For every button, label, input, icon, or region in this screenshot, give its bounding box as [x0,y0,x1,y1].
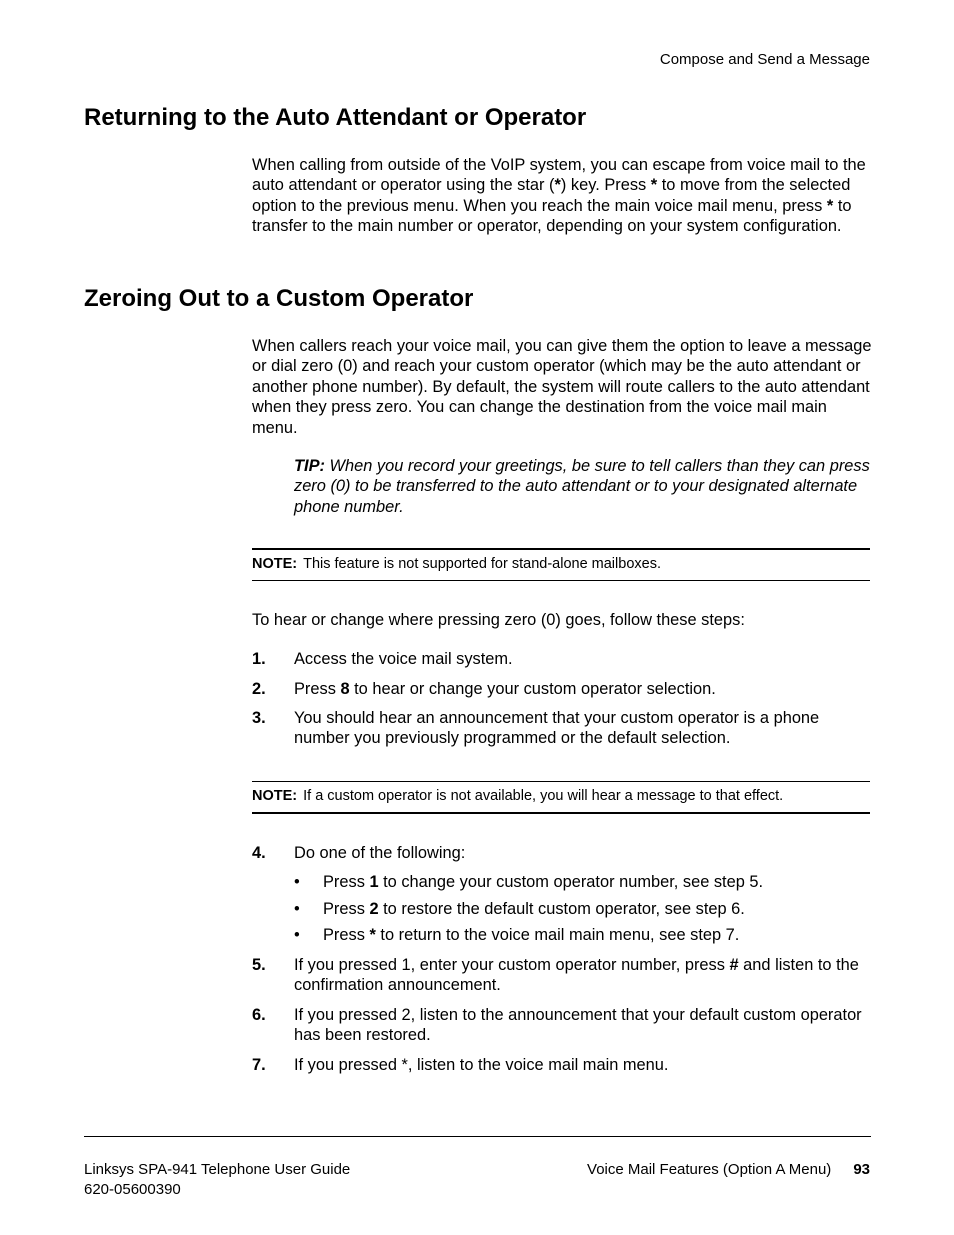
auto-attendant-paragraph: When calling from outside of the VoIP system, you can escape from voice mail to the auto attendant or operator using the star (*) key. Press * to move from the selected option to the previous menu. When you reach the main voice mail menu, press * to transfer to the main number or operator, depending on your system configuration. [252,156,866,236]
step-number: 1. [252,650,266,668]
tip-label: TIP: [294,457,325,475]
section-heading-custom-operator: Zeroing Out to a Custom Operator [84,285,474,312]
bullet-text: Press 2 to restore the default custom operator, see step 6. [323,900,745,918]
note-label: NOTE: [252,556,298,572]
custom-operator-paragraph: When callers reach your voice mail, you can give them the option to leave a message or dial zero (0) and reach your custom operator (which may be the auto attendant or another phone number). By default, the system will route callers to the auto attendant when they press zero. You can change the destination from the voice mail main menu. [252,337,872,437]
step-text: Access the voice mail system. [294,650,513,668]
step-number: 7. [252,1056,266,1074]
bullet-icon: • [294,873,300,891]
step-text: If you pressed *, listen to the voice mail main menu. [294,1056,669,1074]
step-number: 4. [252,844,266,862]
note-label: NOTE: [252,788,298,804]
step-number: 2. [252,680,266,698]
step-number: 6. [252,1006,266,1024]
page-number: 93 [853,1161,870,1178]
bullet-text: Press * to return to the voice mail main menu, see step 7. [323,926,740,944]
tip-text: When you record your greetings, be sure to tell callers than they can press zero (0) to be transferred to the auto attendant or to your designated alternate phone number. [294,457,870,516]
note-box [252,548,870,581]
footer-right [587,1160,870,1180]
bullet-icon: • [294,900,300,918]
running-header: Compose and Send a Message [659,51,870,68]
section-heading-auto-attendant: Returning to the Auto Attendant or Operator [84,104,587,131]
guide-title: Linksys SPA-941 Telephone User Guide [84,1161,351,1178]
footer-left [84,1160,350,1200]
chapter-title: Voice Mail Features (Option A Menu) [587,1161,832,1178]
bullet-text: Press 1 to change your custom operator number, see step 5. [323,873,764,891]
steps-intro: To hear or change where pressing zero (0) goes, follow these steps: [252,611,745,629]
step-text: If you pressed 1, enter your custom operator number, press # and listen to the confirmation announcement. [294,956,859,995]
footer-divider [84,1136,871,1137]
step-text: Do one of the following: [294,844,466,862]
note-box [252,781,870,814]
step-text: Press 8 to hear or change your custom operator selection. [294,680,716,698]
step-text: If you pressed 2, listen to the announcement that your default custom operator has been restored. [294,1006,862,1045]
note-text: If a custom operator is not available, you will hear a message to that effect. [303,788,784,804]
note-text: This feature is not supported for stand-alone mailboxes. [303,556,661,572]
doc-number: 620-05600390 [84,1181,181,1198]
bullet-icon: • [294,926,300,944]
tip-callout [294,456,872,517]
step-text: You should hear an announcement that your custom operator is a phone number you previously programmed or the default selection. [294,709,820,748]
step-number: 5. [252,956,266,974]
step-number: 3. [252,709,266,727]
